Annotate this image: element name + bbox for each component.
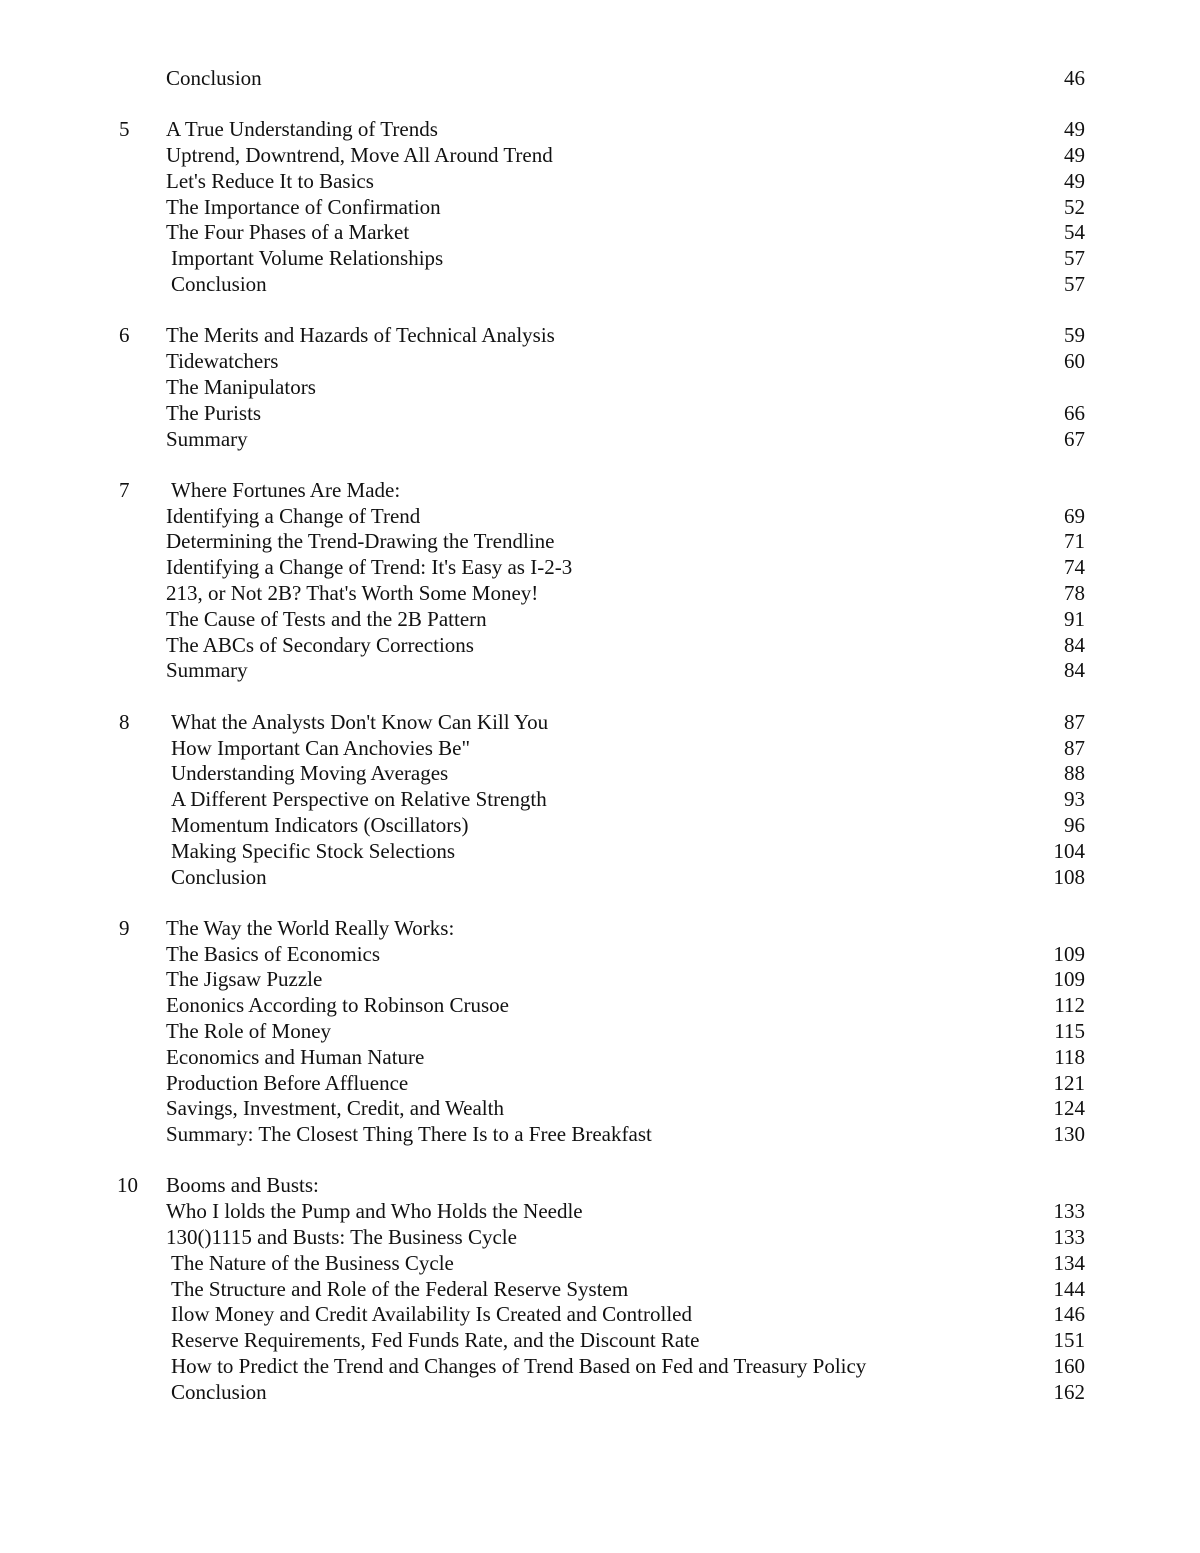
entry-title: Uptrend, Downtrend, Move All Around Trend — [166, 143, 553, 168]
toc-entry — [0, 246, 1200, 272]
toc-entry — [0, 401, 1200, 427]
entry-title: Eononics According to Robinson Crusoe — [166, 993, 509, 1018]
page-number: 118 — [1054, 1044, 1085, 1069]
chapter-number: 10 — [117, 1173, 138, 1198]
entry-title: Economics and Human Nature — [166, 1044, 425, 1069]
page-number: 71 — [1064, 529, 1085, 554]
toc-chapter — [0, 478, 1200, 684]
page-number: 60 — [1064, 349, 1085, 374]
toc-entry — [0, 1071, 1200, 1097]
entry-title: Reserve Requirements, Fed Funds Rate, and the Discount Rate — [171, 1328, 700, 1353]
toc-entry — [0, 581, 1200, 607]
page-number: 59 — [1064, 323, 1085, 348]
entry-title: Booms and Busts: — [166, 1173, 319, 1198]
page-number: 54 — [1064, 220, 1085, 245]
toc-entry — [0, 1380, 1200, 1406]
page-number: 112 — [1054, 993, 1085, 1018]
entry-title: 213, or Not 2B? That's Worth Some Money! — [166, 581, 539, 606]
toc-entry — [0, 1122, 1200, 1148]
toc-entry — [0, 1328, 1200, 1354]
toc-entry — [0, 143, 1200, 169]
entry-title: How Important Can Anchovies Be" — [171, 735, 471, 760]
toc-entry — [0, 1096, 1200, 1122]
page-number: 88 — [1064, 761, 1085, 786]
toc-entry — [0, 1199, 1200, 1225]
page-number: 69 — [1064, 503, 1085, 528]
entry-title: What the Analysts Don't Know Can Kill You — [171, 709, 549, 734]
entry-title: Ilow Money and Credit Availability Is Created and Controlled — [171, 1302, 693, 1327]
entry-title: Making Specific Stock Selections — [171, 838, 456, 863]
toc-entry — [0, 916, 1200, 942]
page-number: 46 — [1064, 66, 1085, 90]
entry-title: The Way the World Really Works: — [166, 915, 455, 940]
entry-title: The Structure and Role of the Federal Reserve System — [171, 1276, 629, 1301]
entry-title: Important Volume Relationships — [171, 246, 444, 271]
toc-entry — [0, 761, 1200, 787]
entry-title: Identifying a Change of Trend: It's Easy as I-2-3 — [166, 555, 573, 580]
toc-entry — [0, 1277, 1200, 1303]
page-number: 124 — [1053, 1096, 1085, 1121]
toc-entry — [0, 1251, 1200, 1277]
entry-title: The Cause of Tests and the 2B Pattern — [166, 606, 487, 631]
entry-title: Savings, Investment, Credit, and Wealth — [166, 1096, 504, 1121]
entry-title: The Four Phases of a Market — [166, 220, 410, 245]
page-number: 134 — [1053, 1250, 1085, 1275]
entry-title: The Jigsaw Puzzle — [166, 967, 323, 992]
toc-entry — [0, 349, 1200, 375]
toc-entry — [0, 272, 1200, 298]
toc-entry — [0, 1173, 1200, 1199]
page-number: 109 — [1053, 967, 1085, 992]
toc-entry — [0, 1354, 1200, 1380]
entry-title: The Role of Money — [166, 1019, 332, 1043]
page-number: 57 — [1064, 272, 1085, 297]
page-number: 162 — [1053, 1379, 1085, 1404]
toc-entry — [0, 787, 1200, 813]
toc-entry — [0, 1225, 1200, 1251]
entry-title: 130()1115 and Busts: The Business Cycle — [166, 1225, 517, 1250]
toc-entry — [0, 607, 1200, 633]
entry-title: The Merits and Hazards of Technical Analysis — [166, 323, 555, 348]
entry-title: A True Understanding of Trends — [166, 117, 438, 142]
entry-title: Summary — [166, 658, 248, 683]
toc-entry — [0, 220, 1200, 246]
entry-title: Momentum Indicators (Oscillators) — [171, 812, 469, 837]
chapter-number: 9 — [119, 915, 130, 940]
page-number: 104 — [1053, 838, 1085, 863]
page-number: 74 — [1064, 555, 1085, 580]
toc-entry — [0, 117, 1200, 143]
page-number: 160 — [1053, 1354, 1085, 1379]
toc-entry — [0, 66, 1200, 92]
page-number: 108 — [1053, 864, 1085, 889]
entry-title: Let's Reduce It to Basics — [166, 168, 374, 193]
toc-entry — [0, 710, 1200, 736]
page-number: 84 — [1064, 658, 1085, 683]
page-number: 49 — [1064, 143, 1085, 168]
page-number: 133 — [1053, 1199, 1085, 1224]
page-number: 87 — [1064, 709, 1085, 734]
page-number: 84 — [1064, 632, 1085, 657]
page-number: 93 — [1064, 787, 1085, 812]
entry-title: Tidewatchers — [166, 349, 279, 374]
entry-title: The Importance of Confirmation — [166, 194, 441, 219]
toc-entry — [0, 865, 1200, 891]
entry-title: Production Before Affluence — [166, 1070, 409, 1095]
toc-entry — [0, 504, 1200, 530]
entry-title: Summary: The Closest Thing There Is to a Free Breakfast — [166, 1122, 652, 1147]
chapter-number: 6 — [119, 323, 130, 348]
toc-entry — [0, 1045, 1200, 1071]
toc-chapter — [0, 117, 1200, 298]
page-number: 57 — [1064, 246, 1085, 271]
toc-entry — [0, 942, 1200, 968]
toc-entry — [0, 1019, 1200, 1045]
page-number: 109 — [1053, 941, 1085, 966]
page-number: 87 — [1064, 735, 1085, 760]
page-number: 49 — [1064, 117, 1085, 142]
page-number: 130 — [1053, 1122, 1085, 1147]
entry-title: The Purists — [166, 400, 262, 425]
page-number: 144 — [1053, 1276, 1085, 1301]
toc-entry — [0, 967, 1200, 993]
toc-entry — [0, 323, 1200, 349]
toc-entry — [0, 555, 1200, 581]
toc-chapter — [0, 323, 1200, 452]
toc-entry — [0, 813, 1200, 839]
page-number: 115 — [1054, 1019, 1085, 1043]
entry-title: Who I lolds the Pump and Who Holds the Needle — [166, 1199, 583, 1224]
page-number: 66 — [1064, 400, 1085, 425]
entry-title: The Basics of Economics — [166, 941, 381, 966]
toc-entry — [0, 375, 1200, 401]
entry-title: How to Predict the Trend and Changes of Trend Based on Fed and Treasury Policy — [171, 1354, 867, 1379]
toc-chapter — [0, 710, 1200, 891]
entry-title: Conclusion — [171, 272, 267, 297]
entry-title: Conclusion — [171, 1379, 267, 1404]
page-number: 52 — [1064, 194, 1085, 219]
entry-title: The Manipulators — [166, 374, 316, 399]
toc-entry — [0, 839, 1200, 865]
toc-entry — [0, 1302, 1200, 1328]
toc-entry — [0, 736, 1200, 762]
entry-title: Where Fortunes Are Made: — [171, 477, 401, 502]
toc-entry — [0, 633, 1200, 659]
chapter-number: 5 — [119, 117, 130, 142]
page-number: 49 — [1064, 168, 1085, 193]
entry-title: Conclusion — [166, 66, 262, 90]
toc-entry — [0, 529, 1200, 555]
toc-entry — [0, 195, 1200, 221]
entry-title: The ABCs of Secondary Corrections — [166, 632, 474, 657]
entry-title: Understanding Moving Averages — [171, 761, 449, 786]
toc-chapter — [0, 1173, 1200, 1405]
entry-title: Identifying a Change of Trend — [166, 503, 421, 528]
entry-title: Conclusion — [171, 864, 267, 889]
toc-entry — [0, 478, 1200, 504]
toc-entry — [0, 993, 1200, 1019]
entry-title: A Different Perspective on Relative Strength — [171, 787, 547, 812]
page-number: 133 — [1053, 1225, 1085, 1250]
page-number: 151 — [1053, 1328, 1085, 1353]
entry-title: Determining the Trend-Drawing the Trendline — [166, 529, 555, 554]
chapter-number: 8 — [119, 709, 130, 734]
toc-entry — [0, 658, 1200, 684]
page-number: 78 — [1064, 581, 1085, 606]
page-number: 91 — [1064, 606, 1085, 631]
page-number: 67 — [1064, 426, 1085, 451]
page-number: 146 — [1053, 1302, 1085, 1327]
toc-chapter — [0, 66, 1200, 92]
toc-entry — [0, 169, 1200, 195]
toc-entry — [0, 427, 1200, 453]
page-number: 121 — [1053, 1070, 1085, 1095]
table-of-contents — [0, 66, 1200, 1431]
entry-title: The Nature of the Business Cycle — [171, 1250, 454, 1275]
chapter-number: 7 — [119, 477, 130, 502]
toc-chapter — [0, 916, 1200, 1148]
page-number: 96 — [1064, 812, 1085, 837]
entry-title: Summary — [166, 426, 248, 451]
